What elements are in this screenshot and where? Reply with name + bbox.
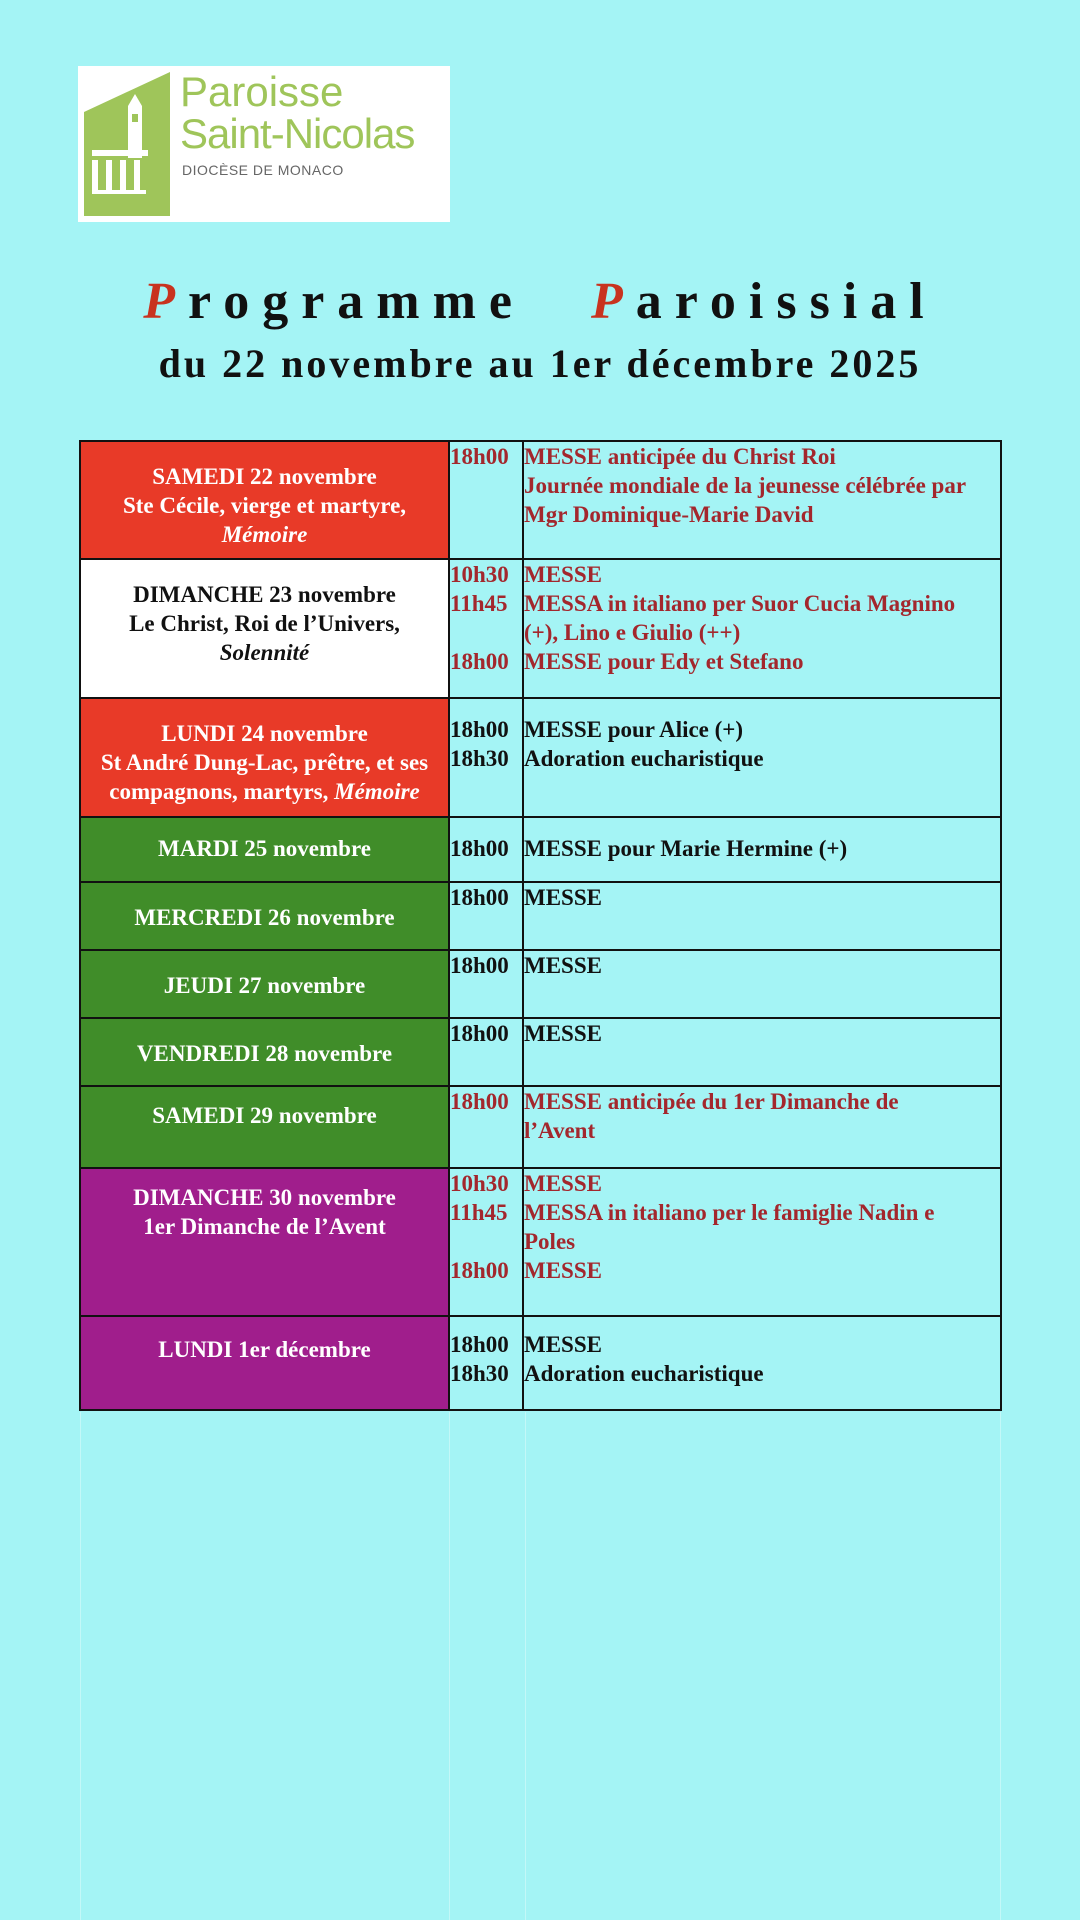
day-feast-rank: Mémoire (334, 779, 420, 804)
event-time: 18h00 (450, 885, 509, 910)
schedule-row (80, 1316, 1001, 1410)
event-time: 18h00 (450, 444, 509, 469)
schedule-row (80, 1018, 1001, 1086)
event-time: 11h45 (450, 591, 508, 616)
day-line (81, 609, 448, 638)
event-text: Mgr Dominique-Marie David (524, 502, 814, 527)
day-line (81, 1183, 448, 1212)
event-text: MESSE pour Marie Hermine (+) (524, 836, 848, 861)
event-time: 18h00 (450, 953, 509, 978)
event-time: 18h00 (450, 1089, 509, 1114)
event-time: 11h45 (450, 1200, 508, 1225)
event-text: MESSE (524, 953, 602, 978)
event-text: MESSE (524, 885, 602, 910)
day-line (81, 1335, 448, 1364)
time-spacer (450, 1116, 522, 1145)
event-cell (523, 1168, 1001, 1316)
day-text: DIMANCHE 23 novembre (133, 582, 396, 607)
event-text: Journée mondiale de la jeunesse célébrée par (524, 473, 967, 498)
day-text: Ste Cécile, vierge et martyre, (122, 493, 407, 518)
event-time: 18h30 (450, 1361, 509, 1386)
event-time: 18h00 (450, 649, 509, 674)
day-cell (80, 1316, 449, 1410)
day-line (81, 1212, 448, 1241)
time-cell (449, 950, 523, 1018)
day-cell (80, 441, 449, 559)
time-cell (449, 817, 523, 882)
day-text: LUNDI 24 novembre (161, 721, 368, 746)
event-text: MESSE (524, 562, 602, 587)
parish-logo (78, 66, 450, 222)
time-spacer (450, 1227, 522, 1256)
day-feast-rank: Mémoire (221, 522, 308, 547)
event-time: 10h30 (450, 562, 509, 587)
event-text: Adoration eucharistique (524, 1361, 764, 1386)
event-text: MESSE (524, 1258, 602, 1283)
schedule-table (79, 440, 1002, 1411)
event-cell (523, 441, 1001, 559)
day-text: Le Christ, Roi de l’Univers, (129, 611, 400, 636)
event-text: Adoration eucharistique (524, 746, 764, 771)
day-text: compagnons, martyrs, (109, 779, 329, 804)
time-cell (449, 1086, 523, 1168)
time-cell (449, 882, 523, 950)
event-text: Poles (524, 1229, 576, 1254)
page-subtitle: du 22 novembre au 1er décembre 2025 (158, 341, 922, 386)
title-word-1: rogramme (188, 273, 525, 330)
schedule-row (80, 1168, 1001, 1316)
event-time: 18h00 (450, 1332, 509, 1357)
day-line (81, 1101, 448, 1130)
logo-line-diocese: DIOCÈSE DE MONACO (182, 162, 344, 178)
event-text: l’Avent (524, 1118, 596, 1143)
day-cell (80, 950, 449, 1018)
event-cell (523, 817, 1001, 882)
time-spacer (450, 471, 522, 500)
day-cell (80, 817, 449, 882)
event-text: MESSE (524, 1021, 602, 1046)
day-cell (80, 1168, 449, 1316)
event-text: (+), Lino e Giulio (++) (524, 620, 741, 645)
event-text: MESSA in italiano per Suor Cucia Magnino (524, 591, 956, 616)
title-initial-2: P (590, 273, 636, 330)
day-cell (80, 882, 449, 950)
day-line (81, 748, 448, 777)
event-text: MESSE (524, 1171, 602, 1196)
event-cell (523, 559, 1001, 698)
day-line (81, 462, 448, 491)
event-time: 18h00 (450, 717, 509, 742)
day-line (81, 971, 448, 1000)
time-spacer (450, 500, 522, 529)
day-text: SAMEDI 29 novembre (152, 1103, 377, 1128)
day-cell (80, 1086, 449, 1168)
event-cell (523, 1316, 1001, 1410)
time-cell (449, 559, 523, 698)
day-cell (80, 1018, 449, 1086)
day-text: DIMANCHE 30 novembre (133, 1185, 396, 1210)
day-cell (80, 698, 449, 817)
event-cell (523, 950, 1001, 1018)
day-line (81, 834, 448, 863)
time-cell (449, 1316, 523, 1410)
day-line (81, 520, 448, 549)
time-cell (449, 1168, 523, 1316)
day-text: VENDREDI 28 novembre (136, 1041, 393, 1066)
day-text: LUNDI 1er décembre (158, 1337, 371, 1362)
event-text: MESSE (524, 1332, 602, 1357)
event-text: MESSE pour Alice (+) (524, 717, 744, 742)
day-line (81, 777, 448, 806)
day-text: St André Dung-Lac, prêtre, et ses (100, 750, 429, 775)
page-title (0, 272, 1080, 331)
day-line (81, 719, 448, 748)
schedule-row (80, 441, 1001, 559)
day-text: 1er Dimanche de l’Avent (143, 1214, 386, 1239)
schedule-row (80, 882, 1001, 950)
event-cell (523, 1086, 1001, 1168)
day-text: SAMEDI 22 novembre (152, 464, 377, 489)
time-cell (449, 1018, 523, 1086)
day-line (81, 580, 448, 609)
day-line (81, 638, 448, 667)
event-time: 18h00 (450, 1021, 509, 1046)
title-initial-1: P (143, 273, 189, 330)
title-word-2: aroissial (635, 273, 937, 330)
day-text: MARDI 25 novembre (158, 836, 371, 861)
schedule-row (80, 950, 1001, 1018)
event-cell (523, 698, 1001, 817)
day-line (81, 491, 448, 520)
event-text: MESSE anticipée du 1er Dimanche de (524, 1089, 899, 1114)
logo-line-paroisse: Paroisse (180, 68, 344, 115)
church-tower-icon (84, 72, 180, 216)
day-text: JEUDI 27 novembre (163, 973, 366, 998)
event-time: 18h00 (450, 836, 509, 861)
schedule-row (80, 817, 1001, 882)
day-line (81, 903, 448, 932)
schedule-body (80, 441, 1001, 1410)
event-time: 10h30 (450, 1171, 509, 1196)
day-text: MERCREDI 26 novembre (134, 905, 395, 930)
event-time: 18h00 (450, 1258, 509, 1283)
event-time: 18h30 (450, 746, 509, 771)
day-feast-rank: Solennité (219, 640, 310, 665)
time-cell (449, 698, 523, 817)
day-line (81, 1039, 448, 1068)
event-text: MESSE anticipée du Christ Roi (524, 444, 836, 469)
event-cell (523, 1018, 1001, 1086)
event-text: MESSE pour Edy et Stefano (524, 649, 804, 674)
event-cell (523, 882, 1001, 950)
schedule-row (80, 698, 1001, 817)
event-text: MESSA in italiano per le famiglie Nadin e (524, 1200, 935, 1225)
time-cell (449, 441, 523, 559)
day-cell (80, 559, 449, 698)
time-spacer (450, 618, 522, 647)
logo-line-saint-nicolas: Saint-Nicolas (180, 110, 415, 157)
schedule-row (80, 1086, 1001, 1168)
schedule-row (80, 559, 1001, 698)
